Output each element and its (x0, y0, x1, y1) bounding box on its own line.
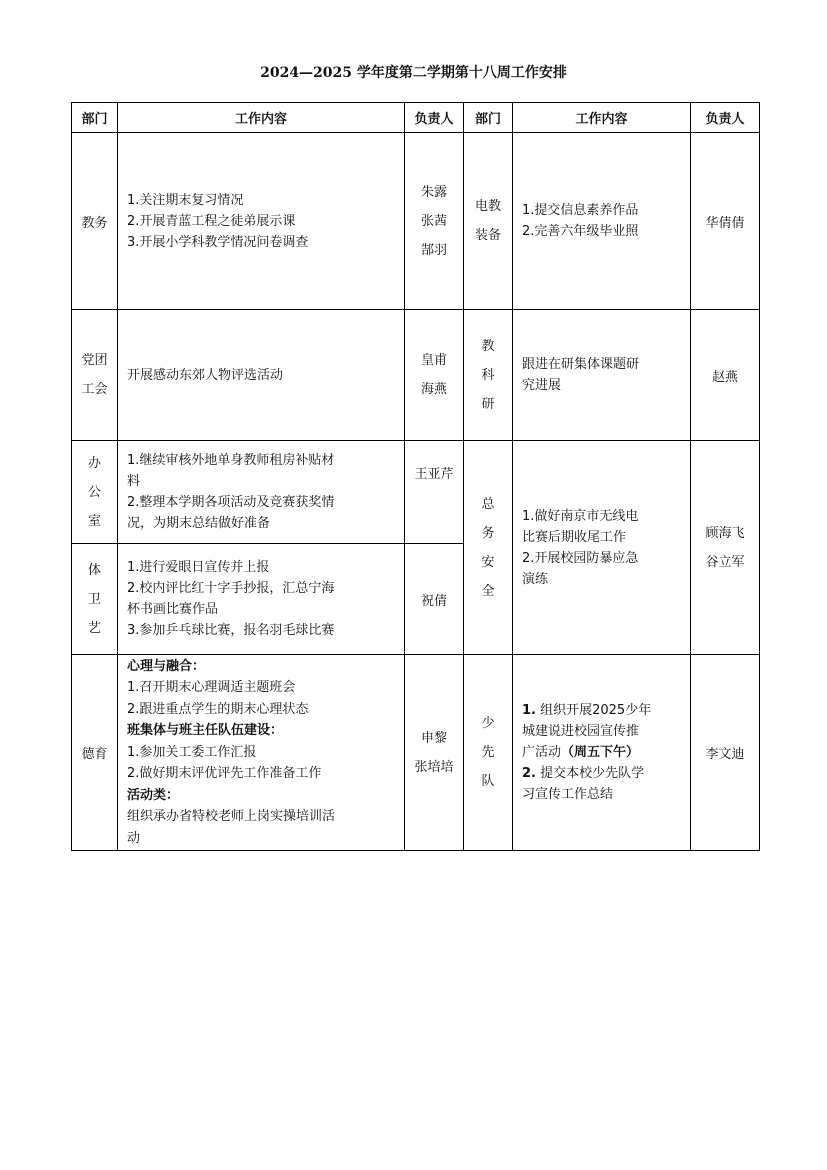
page-title: 2024—2025 学年度第二学期第十八周工作安排 (260, 65, 567, 81)
owner-cell: 李文迪 (691, 655, 760, 851)
header-row (72, 103, 760, 133)
owner-cell: 华倩倩 (691, 133, 760, 310)
table-row (72, 655, 760, 851)
dept-cell: 体 卫 艺 (72, 544, 118, 655)
owner-cell: 祝倩 (405, 544, 464, 655)
dept-cell: 德育 (72, 655, 118, 851)
header-dept-2: 部门 (464, 103, 513, 133)
header-content-2: 工作内容 (513, 103, 691, 133)
table-row (72, 310, 760, 441)
owner-cell: 顾海飞 谷立军 (691, 441, 760, 655)
dept-cell: 教 科 研 (464, 310, 513, 441)
owner-cell: 申黎 张培培 (405, 655, 464, 851)
header-content: 工作内容 (118, 103, 405, 133)
schedule-table (71, 102, 760, 851)
content-cell: 心理与融合： 1.召开期末心理调适主题班会 2.跟进重点学生的期末心理状态 班集体与班主任队伍建设： 1.参加关工委工作汇报 2.做好期末评优评先工作准备工作 活动类： 组织承办省特校老师上岗实操培训活 动 (118, 655, 405, 851)
content-cell: 1.关注期末复习情况 2.开展青蓝工程之徒弟展示课 3.开展小学科教学情况问卷调查 (118, 133, 405, 310)
owner-cell: 皇甫 海燕 (405, 310, 464, 441)
table-row (72, 441, 760, 544)
dept-cell: 教务 (72, 133, 118, 310)
dept-cell: 总 务 安 全 (464, 441, 513, 655)
content-cell: 1.继续审核外地单身教师租房补贴材 料 2.整理本学期各项活动及竞赛获奖情 况，为期末总结做好准备 (118, 441, 405, 544)
dept-cell: 少 先 队 (464, 655, 513, 851)
dept-cell: 办 公 室 (72, 441, 118, 544)
content-cell: 1.提交信息素养作品 2.完善六年级毕业照 (513, 133, 691, 310)
content-cell: 开展感动东郊人物评选活动 (118, 310, 405, 441)
dept-cell: 电教 装备 (464, 133, 513, 310)
content-cell: 跟进在研集体课题研 究进展 (513, 310, 691, 441)
header-dept: 部门 (72, 103, 118, 133)
header-owner-2: 负责人 (691, 103, 760, 133)
dept-cell: 党团 工会 (72, 310, 118, 441)
owner-cell: 朱露 张茜 郜羽 (405, 133, 464, 310)
table-row (72, 133, 760, 310)
content-cell: 1.进行爱眼日宣传并上报 2.校内评比红十字手抄报，汇总宁海 杯书画比赛作品 3.参加乒乓球比赛，报名羽毛球比赛 (118, 544, 405, 655)
content-cell: 1.做好南京市无线电 比赛后期收尾工作 2.开展校园防暴应急 演练 (513, 441, 691, 655)
header-owner: 负责人 (405, 103, 464, 133)
owner-cell: 赵燕 (691, 310, 760, 441)
content-cell: 1. 组织开展2025少年 城建说进校园宣传推 广活动（周五下午） 2. 提交本校少先队学 习宣传工作总结 (513, 655, 691, 851)
owner-cell: 王亚芹 (405, 441, 464, 544)
